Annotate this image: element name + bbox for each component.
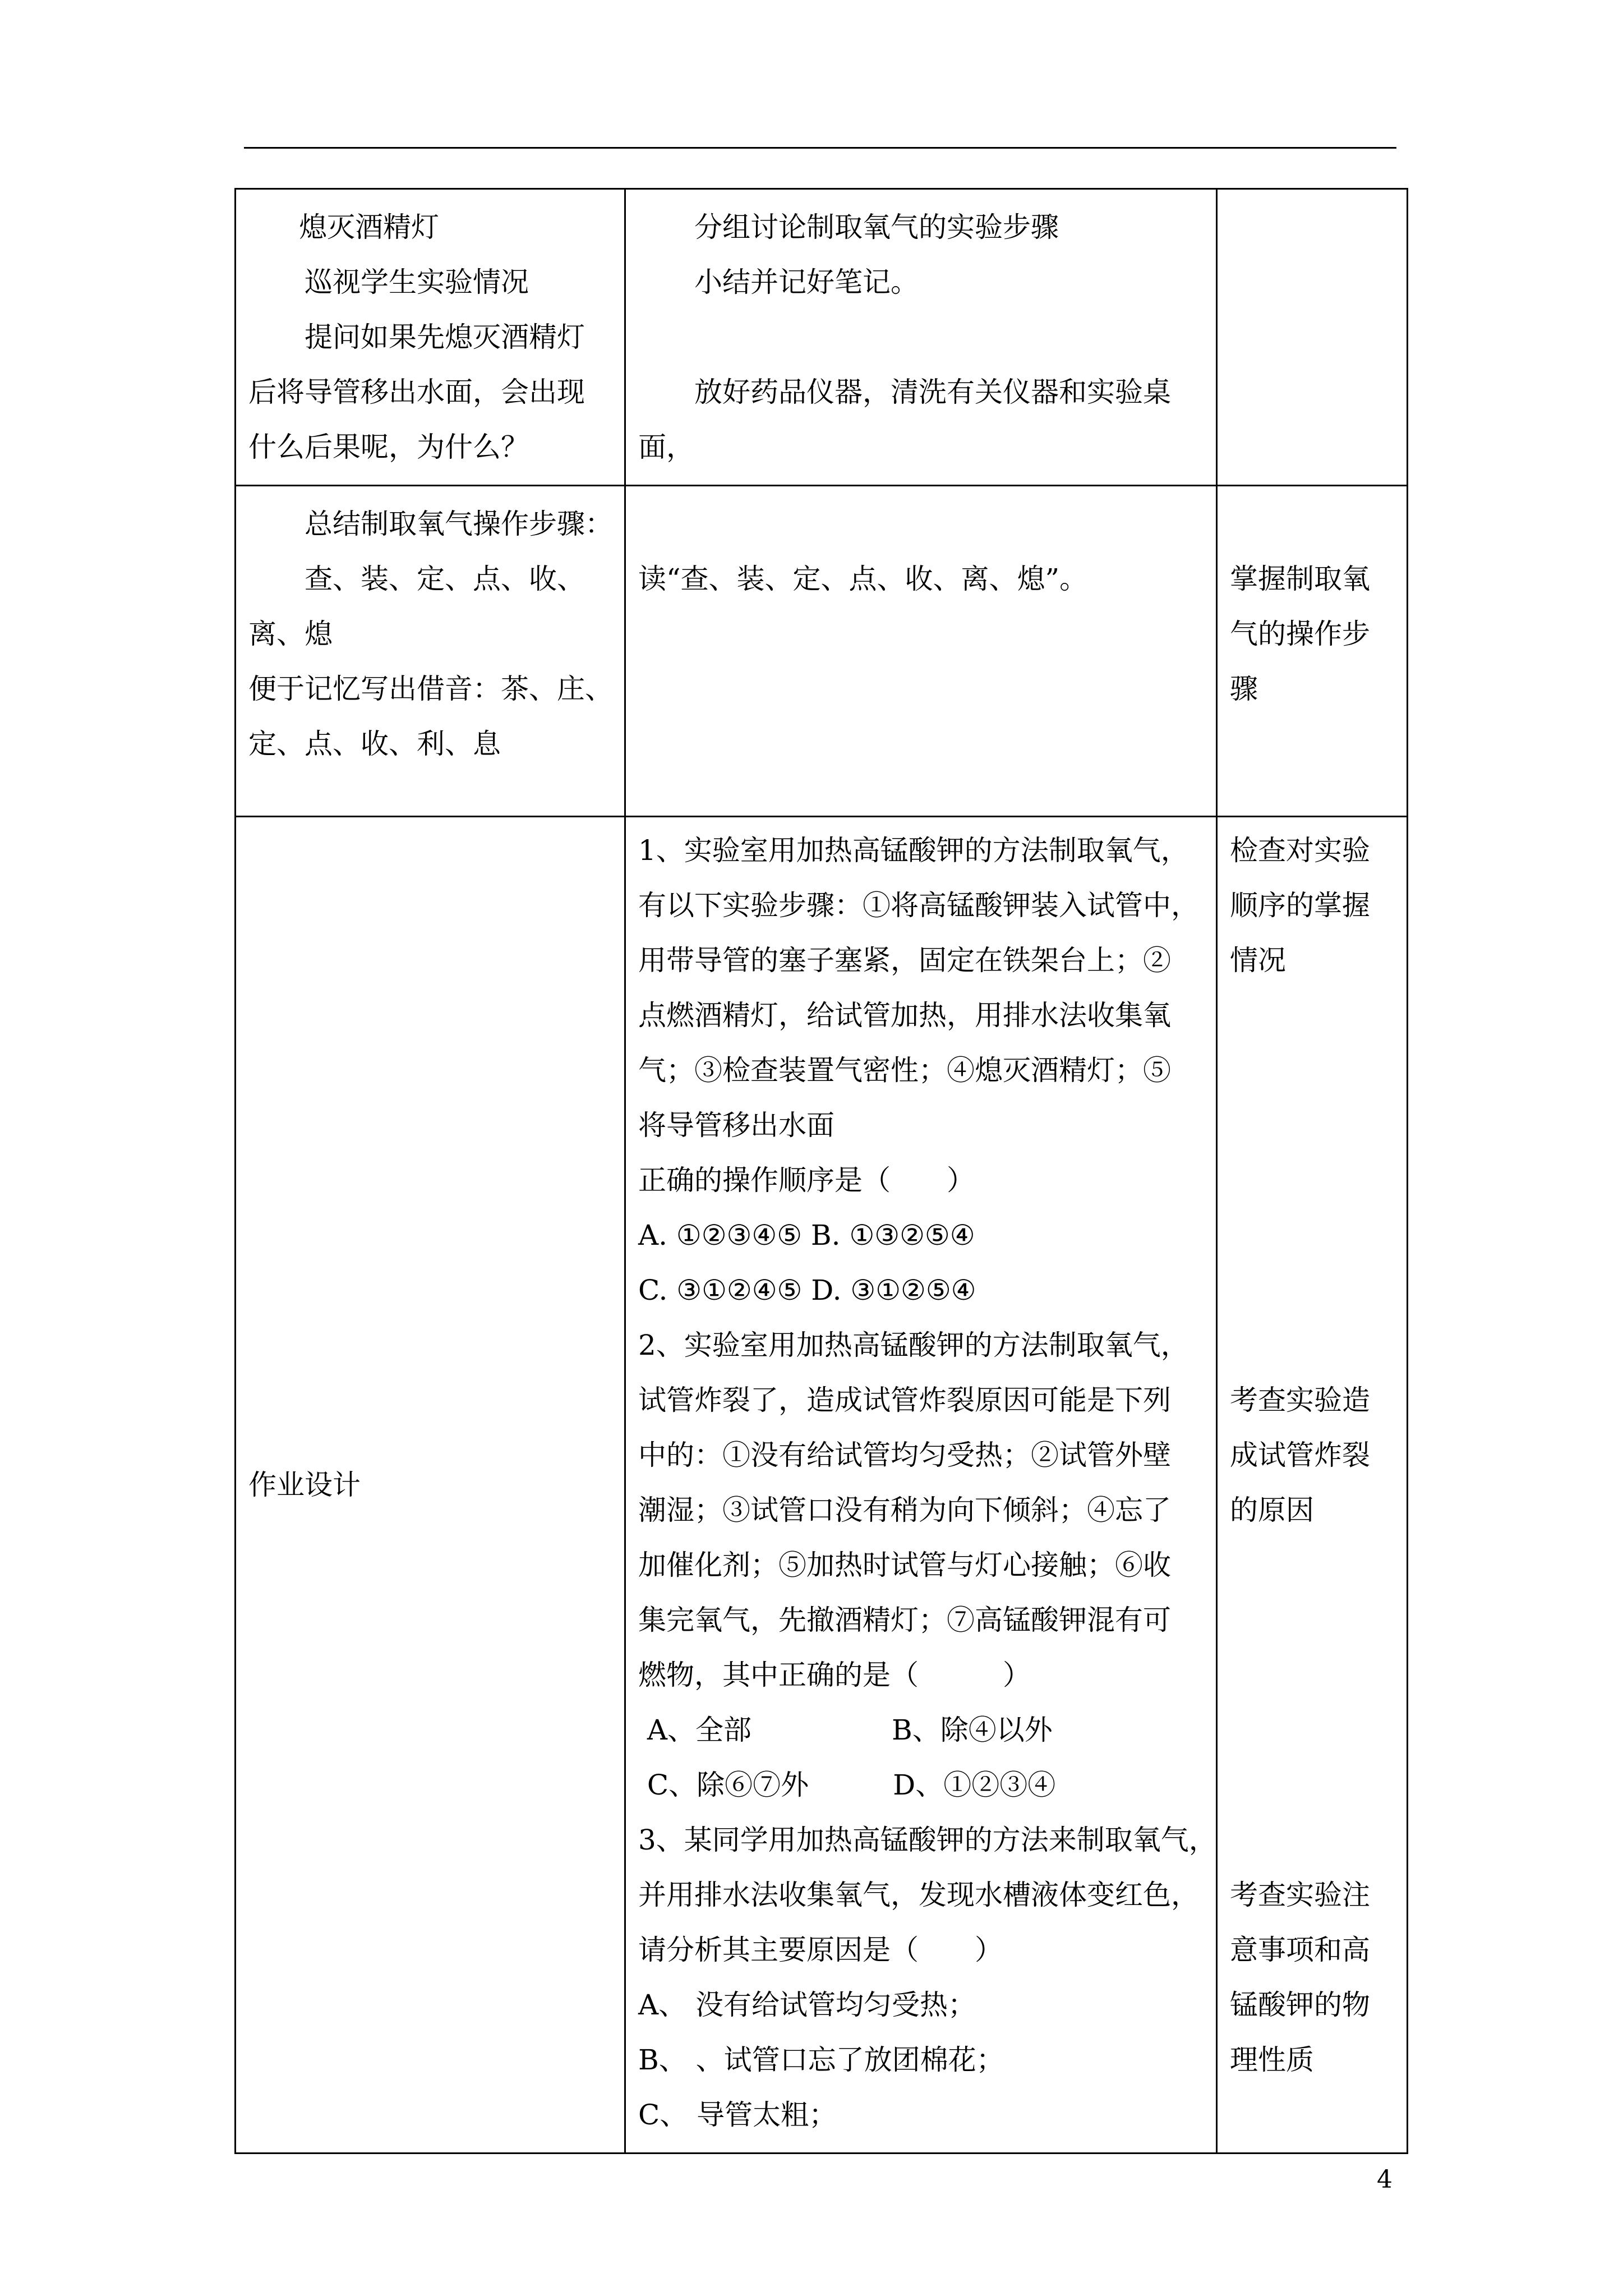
- blank-line: [1230, 988, 1394, 1043]
- page-number: 4: [1377, 2165, 1393, 2194]
- text-line: 成试管炸裂: [1230, 1439, 1370, 1471]
- teacher-activity-cell: [236, 486, 625, 817]
- option-line: A. ①②③④⑤ B. ①③②⑤④: [638, 1219, 975, 1251]
- text-line: 锰酸钾的物: [1230, 1989, 1370, 2021]
- question-line: 2、实验室用加热高锰酸钾的方法制取氧气，: [638, 1329, 1189, 1361]
- text-line: 面，: [638, 431, 694, 463]
- question-line: 集完氧气，先撤酒精灯；⑦高锰酸钾混有可: [638, 1604, 1171, 1636]
- blank-line: [1230, 1648, 1394, 1703]
- blank-line: [1230, 1757, 1394, 1812]
- text-line: 小结并记好笔记。: [694, 266, 919, 298]
- text-line: 总结制取氧气操作步骤：: [305, 508, 613, 540]
- text-line: 巡视学生实验情况: [305, 266, 529, 298]
- text-line: 什么后果呢，为什么？: [248, 431, 529, 463]
- question-line: 加催化剂；⑤加热时试管与灯心接触；⑥收: [638, 1549, 1171, 1581]
- text-line: 的原因: [1230, 1494, 1314, 1526]
- option-line: C、 导管太粗；: [638, 2099, 837, 2131]
- table-row: [236, 189, 1408, 486]
- blank-line: [1230, 1593, 1394, 1648]
- teacher-activity-cell: [236, 189, 625, 486]
- question-line: 1、实验室用加热高锰酸钾的方法制取氧气，: [638, 834, 1189, 867]
- text-line: 后将导管移出水面，会出现: [248, 376, 585, 408]
- text-line: 骤: [1230, 673, 1258, 705]
- homework-design-label: 作业设计: [248, 1469, 361, 1501]
- design-intent-cell: [1217, 189, 1408, 486]
- text-line: 便于记忆写出借音：茶、庄、: [248, 673, 613, 705]
- blank-line: [638, 310, 1204, 365]
- question-line: 用带导管的塞子塞紧，固定在铁架台上；②: [638, 944, 1171, 977]
- option-line: A、 没有给试管均匀受热；: [638, 1989, 976, 2021]
- blank-line: [1230, 1318, 1394, 1373]
- blank-line: [1230, 1098, 1394, 1153]
- question-line: 点燃酒精灯，给试管加热，用排水法收集氧: [638, 999, 1171, 1032]
- text-line: 检查对实验: [1230, 834, 1370, 867]
- question-line: 3、某同学用加热高锰酸钾的方法来制取氧气，: [638, 1824, 1217, 1856]
- text-line: 熄灭酒精灯: [299, 211, 439, 243]
- question-line: 请分析其主要原因是（ ）: [638, 1934, 1003, 1966]
- blank-line: [1230, 1208, 1394, 1263]
- lesson-plan-table: [234, 188, 1408, 2154]
- question-line: 有以下实验步骤：①将高锰酸钾装入试管中，: [638, 889, 1199, 922]
- text-line: 掌握制取氧: [1230, 563, 1370, 595]
- question-line: 气；③检查装置气密性；④熄灭酒精灯；⑤: [638, 1054, 1171, 1087]
- question-line: 试管炸裂了，造成试管炸裂原因可能是下列: [638, 1384, 1171, 1416]
- section-label-cell: [236, 817, 625, 2154]
- homework-questions-cell: [625, 817, 1217, 2154]
- blank-line: [1230, 1703, 1394, 1757]
- text-line: 意事项和高: [1230, 1934, 1370, 1966]
- text-line: 提问如果先熄灭酒精灯: [305, 321, 585, 353]
- question-line: 正确的操作顺序是（ ）: [638, 1164, 975, 1197]
- question-line: 将导管移出水面: [638, 1109, 834, 1142]
- blank-line: [1230, 1153, 1394, 1208]
- blank-line: [1230, 1263, 1394, 1318]
- blank-line: [1230, 1538, 1394, 1593]
- question-line: 中的：①没有给试管均匀受热；②试管外壁: [638, 1439, 1171, 1471]
- text-line: 定、点、收、利、息: [248, 728, 501, 760]
- text-line: 查、装、定、点、收、: [305, 563, 585, 595]
- option-line: B、 、试管口忘了放团棉花；: [638, 2044, 1004, 2076]
- text-line: 分组讨论制取氧气的实验步骤: [694, 211, 1059, 243]
- option-line: A、全部 B、除④以外: [638, 1714, 1053, 1746]
- blank-line: [1230, 1812, 1394, 1867]
- option-line: C. ③①②④⑤ D. ③①②⑤④: [638, 1274, 976, 1306]
- question-line: 潮湿；③试管口没有稍为向下倾斜；④忘了: [638, 1494, 1171, 1526]
- table-row: [236, 486, 1408, 817]
- table-row: [236, 817, 1408, 2154]
- text-line: 考查实验造: [1230, 1384, 1370, 1416]
- student-activity-cell: [625, 486, 1217, 817]
- header-rule: [244, 147, 1396, 149]
- blank-line: [1230, 1043, 1394, 1098]
- text-line: 考查实验注: [1230, 1879, 1370, 1911]
- text-line: 放好药品仪器，清洗有关仪器和实验桌: [694, 376, 1171, 408]
- design-intent-cell: [1217, 486, 1408, 817]
- text-line: 气的操作步: [1230, 618, 1370, 650]
- question-line: 并用排水法收集氧气，发现水槽液体变红色，: [638, 1879, 1199, 1911]
- text-line: 顺序的掌握: [1230, 889, 1370, 922]
- text-line: 情况: [1230, 944, 1286, 977]
- student-activity-cell: [625, 189, 1217, 486]
- text-line: 理性质: [1230, 2044, 1314, 2076]
- text-line: 离、熄: [248, 618, 333, 650]
- option-line: C、除⑥⑦外 D、①②③④: [638, 1769, 1056, 1801]
- design-intent-cell: [1217, 817, 1408, 2154]
- question-line: 燃物，其中正确的是（ ）: [638, 1659, 1031, 1691]
- text-line: 读“查、装、定、点、收、离、熄”。: [638, 563, 1088, 595]
